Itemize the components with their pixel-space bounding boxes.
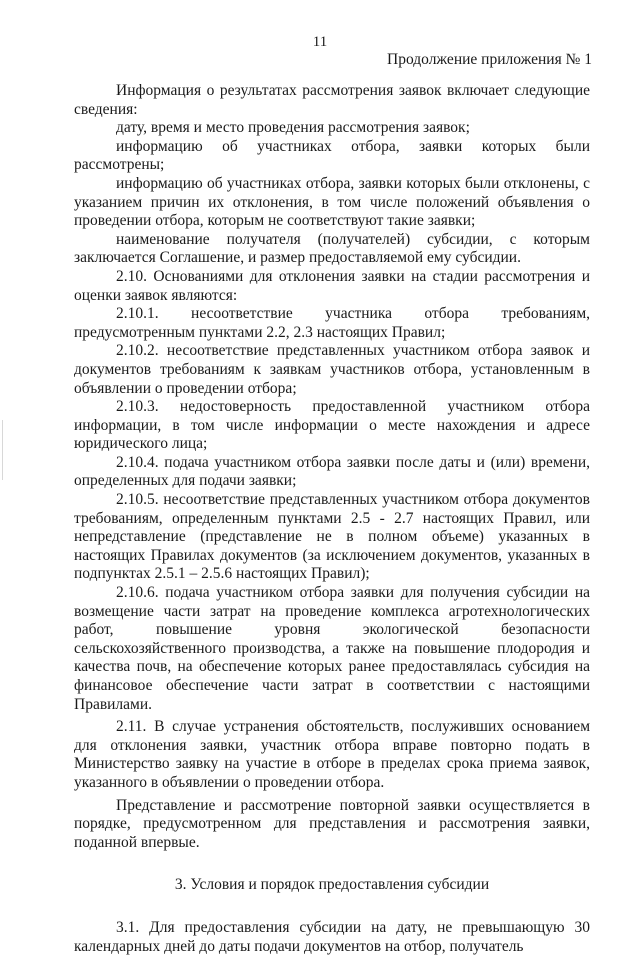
paragraph-clause-2-10-3: 2.10.3. недостоверность предоставленной участником отбора информации, в том числе информации о месте нахождения и адресе юридического лица; — [74, 398, 590, 453]
section-title-text: 3. Условия и порядок предоставления субсидии — [174, 876, 490, 894]
document-body — [74, 82, 590, 956]
paragraph: Информация о результатах рассмотрения заявок включает следующие сведения: — [74, 82, 590, 118]
paragraph: информацию об участниках отбора, заявки которых были отклонены, с указанием причин их отклонения, в том числе положений объявления о проведении отбора, которым не соответствуют такие заявки; — [74, 174, 590, 230]
paragraph: Представление и рассмотрение повторной заявки осуществляется в порядке, предусмотренном для представления и рассмотрения заявки, поданной впервые. — [74, 796, 590, 851]
paragraph-clause-2-10-4: 2.10.4. подача участником отбора заявки после даты и (или) времени, определенных для подачи заявки; — [74, 453, 590, 490]
paragraph-clause-2-10: 2.10. Основаниями для отклонения заявки на стадии рассмотрения и оценки заявок являются: — [74, 267, 590, 304]
paragraph: информацию об участниках отбора, заявки которых были рассмотрены; — [74, 137, 590, 174]
section-title — [74, 876, 590, 895]
page-number: 11 — [312, 34, 328, 50]
paragraph-clause-2-11: 2.11. В случае устранения обстоятельств, послуживших основанием для отклонения заявки, участник отбора вправе повторно подать в Министерство заявку на участие в отборе в пределах срока приема заявок, указанного в объявлении о проведении отбора. — [74, 718, 590, 791]
paragraph-clause-2-10-2: 2.10.2. несоответствие представленных участником отбора заявок и документов требованиям к заявкам участников отбора, установленным в объявлении о проведении отбора; — [74, 342, 590, 397]
paragraph-clause-2-10-6: 2.10.6. подача участником отбора заявки для получения субсидии на возмещение части затрат на проведение комплекса агротехнологических работ, повышение уровня экологической безопасности сельскохозяйственного производства, а также на повышение плодородия и качества почв, на обеспечение которых ранее предоставлялась субсидия на финансовое обеспечение части затрат в соответствии с настоящими Правилами. — [74, 584, 590, 713]
paragraph: дату, время и место проведения рассмотрения заявок; — [116, 119, 470, 137]
paragraph-clause-3-1: 3.1. Для предоставления субсидии на дату, не превышающую 30 календарных дней до даты подачи документов на отбор, получатель — [74, 918, 590, 955]
scan-edge-mark — [2, 420, 3, 480]
paragraph-clause-2-10-1: 2.10.1. несоответствие участника отбора требованиям, предусмотренным пунктами 2.2, 2.3 настоящих Правил; — [74, 305, 590, 341]
paragraph: наименование получателя (получателей) субсидии, с которым заключается Соглашение, и размер предоставляемой ему субсидии. — [74, 230, 590, 267]
paragraph-clause-2-10-5: 2.10.5. несоответствие представленных участником отбора документов требованиям, определенным пунктами 2.5 - 2.7 настоящих Правил, или непредставление (представление не в полном объеме) указанных в настоящих Правилах документов (за исключением документов, указанных в подпунктах 2.5.1 – 2.5.6 настоящих Правил); — [74, 491, 590, 583]
appendix-continuation-note: Продолжение приложения № 1 — [387, 51, 592, 68]
